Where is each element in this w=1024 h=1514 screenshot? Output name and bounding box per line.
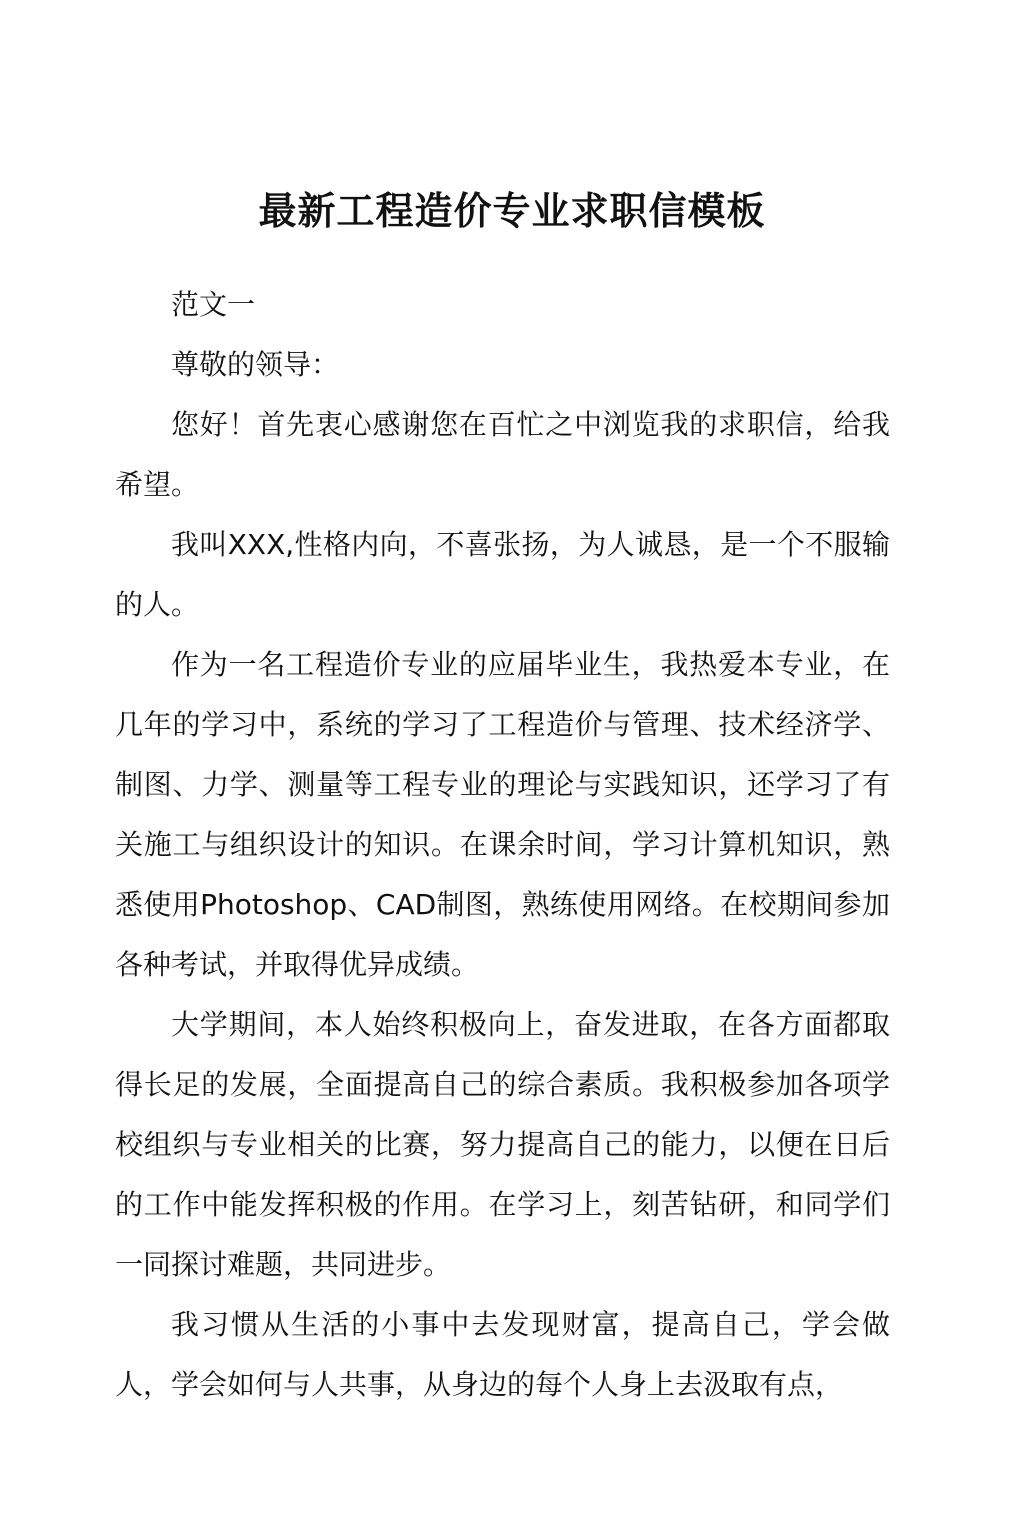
paragraph-university: 大学期间，本人始终积极向上，奋发进取，在各方面都取得长足的发展，全面提高自己的综合素质。我积极参加各项学校组织与专业相关的比赛，努力提高自己的能力，以便在日后的工作中能发挥积极的作用。在学习上，刻苦钻研，和同学们一同探讨难题，共同进步。 (115, 1008, 890, 1281)
paragraph-life-lessons: 我习惯从生活的小事中去发现财富，提高自己，学会做人，学会如何与人共事，从身边的每个人身上去汲取有点， (115, 1308, 890, 1401)
document-title: 最新工程造价专业求职信模板 (258, 189, 766, 234)
salutation: 尊敬的领导： (171, 348, 340, 381)
paragraph-introduction: 我叫XXX,性格内向，不喜张扬，为人诚恳，是一个不服输的人。 (115, 528, 890, 621)
section-label: 范文一 (171, 288, 256, 321)
document-body (115, 275, 890, 1415)
paragraph-education: 作为一名工程造价专业的应届毕业生，我热爱本专业，在几年的学习中，系统的学习了工程造价与管理、技术经济学、制图、力学、测量等工程专业的理论与实践知识，还学习了有关施工与组织设计的知识。在课余时间，学习计算机知识，熟悉使用Photoshop、CAD制图，熟练使用网络。在校期间参加各种考试，并取得优异成绩。 (115, 648, 890, 981)
paragraph-greeting: 您好！首先衷心感谢您在百忙之中浏览我的求职信，给我希望。 (115, 408, 890, 501)
